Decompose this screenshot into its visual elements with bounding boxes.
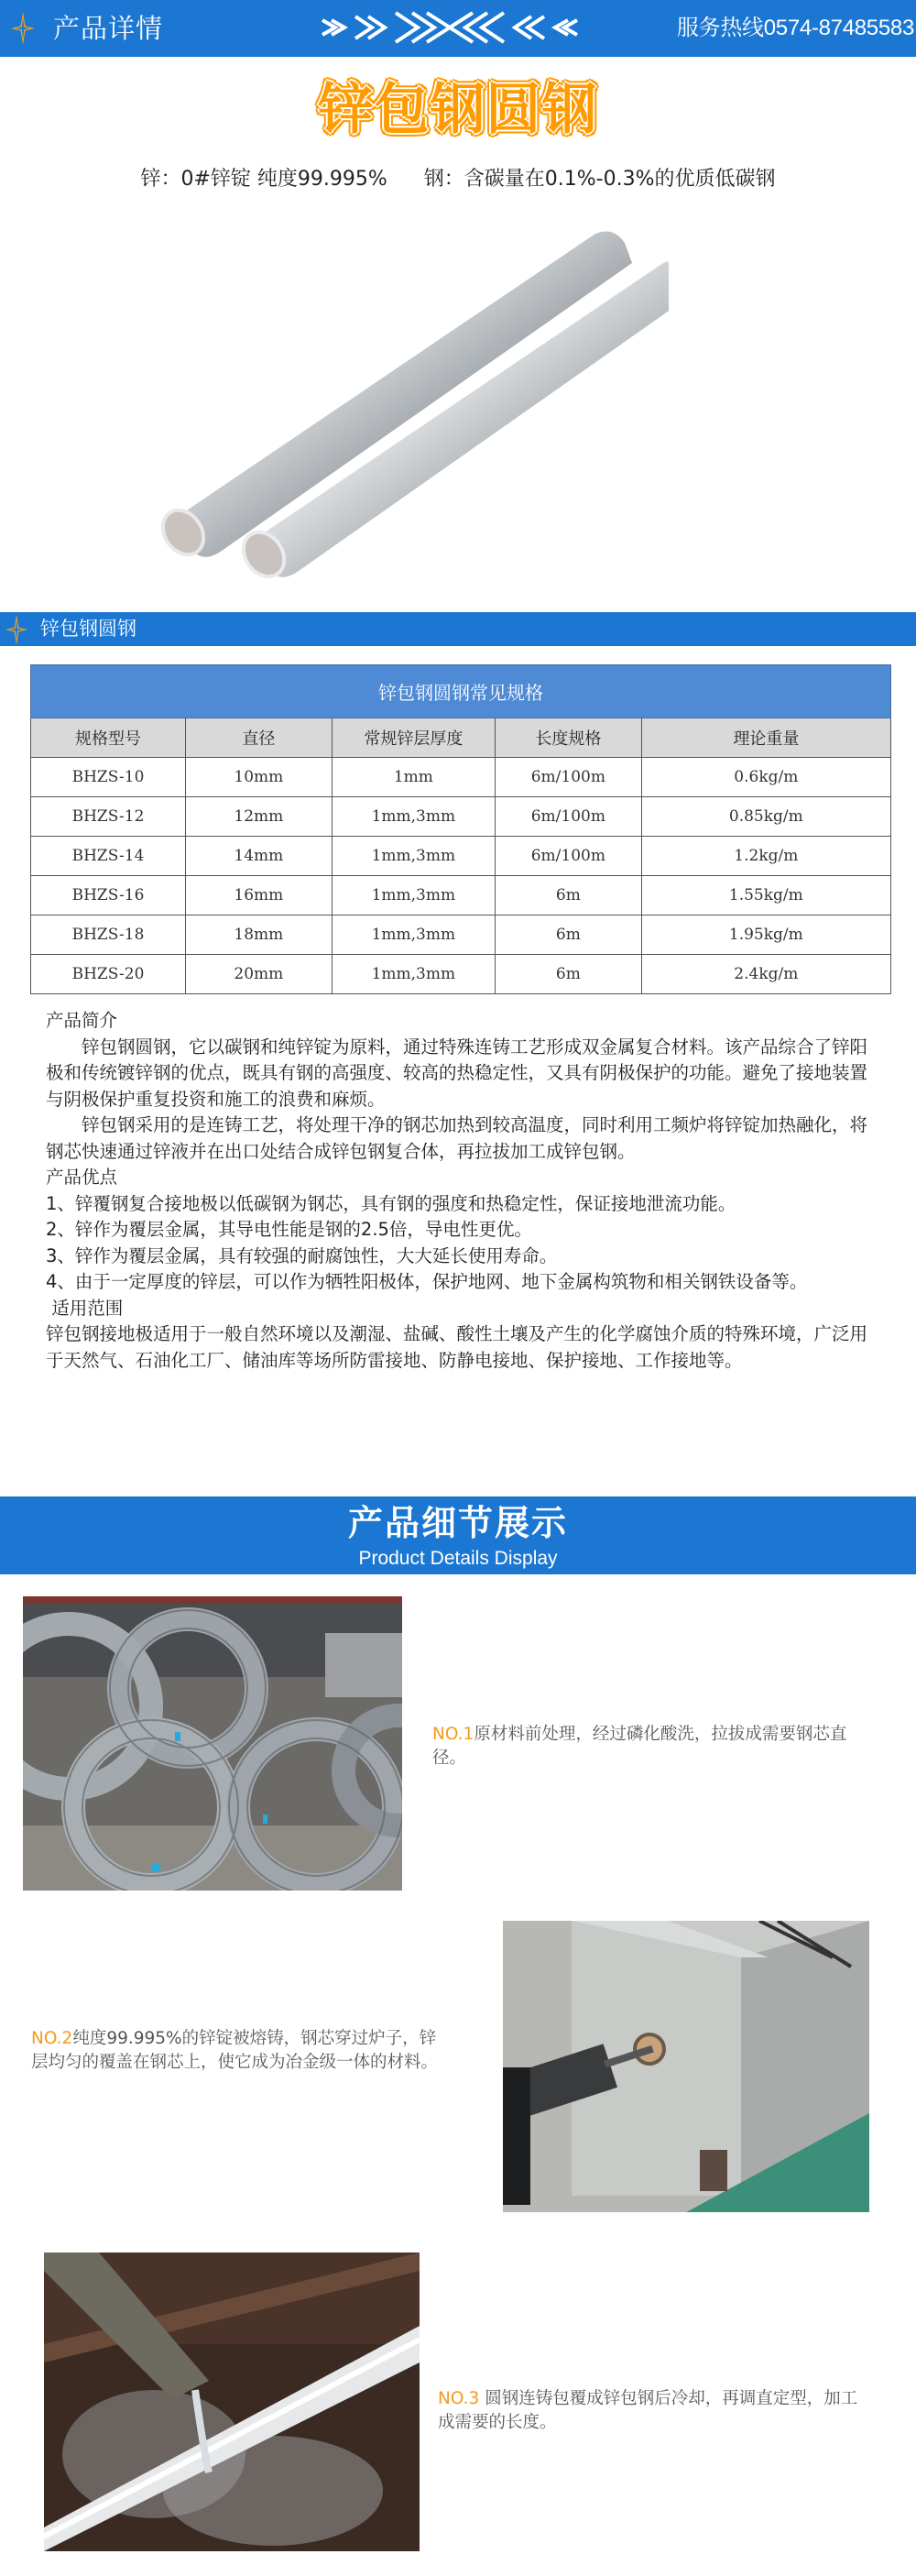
table-cell: BHZS-10: [31, 758, 186, 797]
table-cell: 1.95kg/m: [641, 915, 890, 955]
table-cell: 1mm,3mm: [332, 876, 495, 915]
detail-step-1: [432, 1723, 854, 1770]
table-caption: 锌包钢圆钢常见规格: [31, 665, 891, 718]
table-cell: BHZS-18: [31, 915, 186, 955]
table-cell: BHZS-16: [31, 876, 186, 915]
section-label: 锌包钢圆钢: [40, 618, 136, 640]
table-cell: 10mm: [186, 758, 333, 797]
step-number: NO.1: [432, 1725, 474, 1744]
table-cell: 14mm: [186, 837, 333, 876]
table-row: [31, 837, 891, 876]
steel-spec: 钢：含碳量在0.1%-0.3%的优质低碳钢: [423, 168, 776, 191]
table-cell: 6m/100m: [496, 758, 642, 797]
detail-step-2: [31, 2027, 443, 2075]
details-title: 产品细节展示: [347, 1503, 568, 1543]
table-row: [31, 955, 891, 994]
advantage-item: 2、锌作为覆层金属，其导电性能是钢的2.5倍，导电性更优。: [46, 1219, 532, 1240]
zinc-spec: 锌：0#锌锭 纯度99.995%: [140, 168, 387, 191]
step-number: NO.3: [438, 2389, 480, 2408]
table-cell: 20mm: [186, 955, 333, 994]
table-cell: 1mm,3mm: [332, 837, 495, 876]
service-hotline: 服务热线0574-87485583: [676, 16, 914, 40]
table-cell: BHZS-14: [31, 837, 186, 876]
table-cell: 1mm,3mm: [332, 797, 495, 837]
product-photo: [137, 206, 669, 591]
step-text: 原材料前处理，经过磷化酸洗，拉拔成需要钢芯直径。: [432, 1725, 847, 1768]
details-banner: [0, 1496, 916, 1574]
product-description: [46, 1008, 879, 1374]
table-cell: 0.6kg/m: [641, 758, 890, 797]
chevron-arrows-decoration: [319, 11, 581, 44]
column-header: 规格型号: [31, 718, 186, 758]
detail-photo-wire-coils: [23, 1596, 402, 1891]
table-cell: BHZS-20: [31, 955, 186, 994]
four-point-star-icon: [11, 12, 35, 45]
table-cell: 16mm: [186, 876, 333, 915]
advantage-item: 1、锌覆钢复合接地极以低碳钢为钢芯，具有钢的强度和热稳定性，保证接地泄流功能。: [46, 1192, 736, 1214]
table-header-row: [31, 718, 891, 758]
table-row: [31, 758, 891, 797]
intro-paragraph: 锌包钢圆钢，它以碳钢和纯锌锭为原料，通过特殊连铸工艺形成双金属复合材料。该产品综合了锌阳极和传统镀锌钢的优点，既具有钢的高强度、较高的热稳定性，又具有阴极保护的功能。避免了接地装置与阴极保护重复投资和施工的浪费和麻烦。: [46, 1036, 868, 1110]
four-point-star-icon: [5, 614, 27, 645]
detail-photo-furnace: [503, 1921, 869, 2212]
table-cell: 1.55kg/m: [641, 876, 890, 915]
step-text: 圆钢连铸包覆成锌包钢后冷却，再调直定型，加工成需要的长度。: [438, 2389, 858, 2432]
step-text: 纯度99.995%的锌锭被熔铸，钢芯穿过炉子，锌层均匀的覆盖在钢芯上，使它成为冶金级一体的材料。: [31, 2029, 439, 2072]
column-header: 直径: [186, 718, 333, 758]
table-cell: 1.2kg/m: [641, 837, 890, 876]
table-cell: 2.4kg/m: [641, 955, 890, 994]
advantage-item: 4、由于一定厚度的锌层，可以作为牺牲阳极体，保护地网、地下金属构筑物和相关钢铁设备等。: [46, 1271, 808, 1292]
table-cell: BHZS-12: [31, 797, 186, 837]
header-title: 产品详情: [53, 13, 164, 44]
detail-step-3: [438, 2387, 859, 2435]
section-header-bar: [0, 612, 916, 646]
table-cell: 6m/100m: [496, 797, 642, 837]
product-title: 锌包钢圆钢: [318, 78, 598, 142]
step-number: NO.2: [31, 2029, 73, 2048]
intro-paragraph: 锌包钢采用的是连铸工艺，将处理干净的钢芯加热到较高温度，同时利用工频炉将锌锭加热融化，将钢芯快速通过锌液并在出口处结合成锌包钢复合体，再拉拔加工成锌包钢。: [46, 1114, 868, 1162]
intro-heading: 产品简介: [46, 1010, 118, 1031]
table-cell: 1mm: [332, 758, 495, 797]
material-spec-line: [0, 165, 916, 194]
details-subtitle: Product Details Display: [358, 1548, 558, 1569]
table-cell: 6m: [496, 876, 642, 915]
table-cell: 18mm: [186, 915, 333, 955]
table-cell: 1mm,3mm: [332, 955, 495, 994]
table-cell: 6m/100m: [496, 837, 642, 876]
scope-paragraph: 锌包钢接地极适用于一般自然环境以及潮湿、盐碱、酸性土壤及产生的化学腐蚀介质的特殊环境，广泛用于天然气、石油化工厂、储油库等场所防雷接地、防静电接地、保护接地、工作接地等。: [46, 1323, 868, 1371]
table-cell: 6m: [496, 915, 642, 955]
top-header-bar: [0, 0, 916, 57]
table-cell: 12mm: [186, 797, 333, 837]
column-header: 长度规格: [496, 718, 642, 758]
table-cell: 1mm,3mm: [332, 915, 495, 955]
table-caption-row: [31, 665, 891, 718]
table-row: [31, 915, 891, 955]
column-header: 理论重量: [641, 718, 890, 758]
table-cell: 0.85kg/m: [641, 797, 890, 837]
advantage-item: 3、锌作为覆层金属，具有较强的耐腐蚀性，大大延长使用寿命。: [46, 1244, 558, 1266]
spec-table: [30, 664, 891, 994]
table-row: [31, 876, 891, 915]
detail-photo-cooling: [44, 2253, 420, 2551]
table-row: [31, 797, 891, 837]
advantages-heading: 产品优点: [46, 1167, 118, 1188]
scope-heading: 适用范围: [46, 1297, 124, 1319]
column-header: 常规锌层厚度: [332, 718, 495, 758]
table-cell: 6m: [496, 955, 642, 994]
